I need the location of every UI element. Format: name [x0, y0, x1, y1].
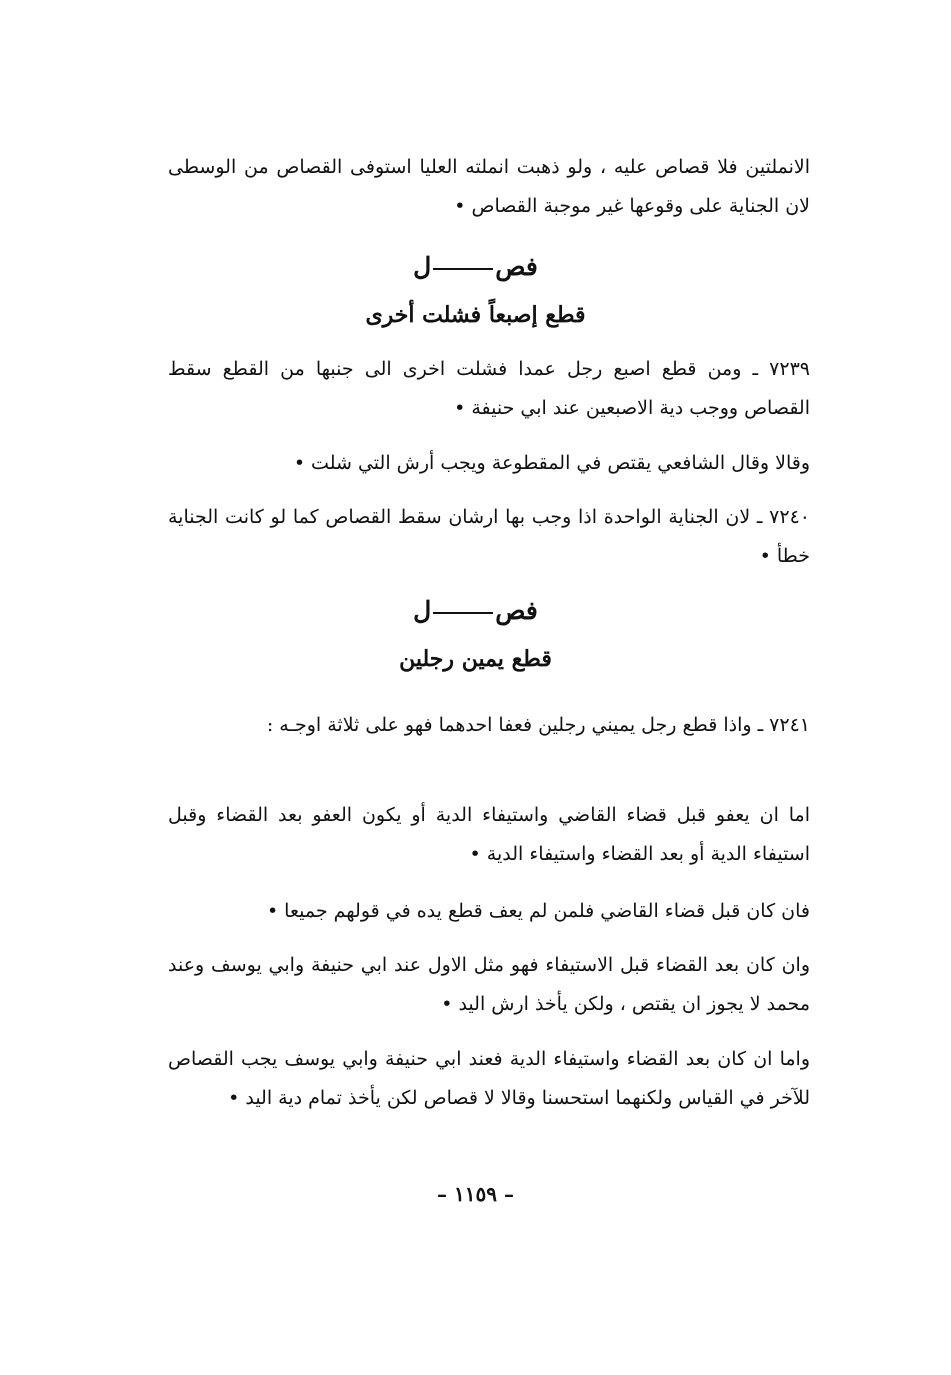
fasl-line — [433, 612, 493, 614]
paragraph-three-cases: اما ان يعفو قبل قضاء القاضي واستيفاء الدية أو يكون العفو بعد القضاء وقبل استيفاء الدية أو بعد القضاء واستيفاء الدية • — [168, 804, 810, 865]
section-title-2: قطع يمين رجلين — [399, 646, 552, 672]
paragraph-7240: ٧٢٤٠ ـ لان الجناية الواحدة اذا وجب بها ارشان سقط القصاص كما لو كانت الجناية خطأ • — [168, 506, 810, 567]
section-heading-fasl-1 — [0, 252, 951, 281]
fasl-label-start: فص — [495, 252, 538, 281]
paragraph-continuation: الانملتين فلا قصاص عليه ، ولو ذهبت انملته العليا استوفى القصاص من الوسطى لان الجناية على وقوعها غير موجبة القصاص • — [168, 156, 810, 217]
section-heading-fasl-2 — [0, 596, 951, 625]
paragraph-7239: ٧٢٣٩ ـ ومن قطع اصبع رجل عمدا فشلت اخرى الى جنبها من القطع سقط القصاص ووجب دية الاصبعين عند ابي حنيفة • — [168, 358, 810, 419]
fasl-label-start: فص — [495, 596, 538, 625]
fasl-label-end: ل — [413, 252, 432, 281]
fasl-label-end: ل — [413, 596, 432, 625]
paragraph-case-two: وان كان بعد القضاء قبل الاستيفاء فهو مثل الاول عند ابي حنيفة وابي يوسف وعند محمد لا يجوز ان يقتص ، ولكن يأخذ ارش اليد • — [168, 954, 810, 1015]
page-number: – ١١٥٩ – — [437, 1182, 514, 1206]
paragraph-7241: ٧٢٤١ ـ واذا قطع رجل يميني رجلين فعفا احدهما فهو على ثلاثة اوجـه : — [266, 714, 810, 736]
section-title-1: قطع إصبعاً فشلت أخرى — [365, 302, 586, 328]
paragraph-shafii-opinion: وقالا وقال الشافعي يقتص في المقطوعة ويجب أرش التي شلت • — [293, 452, 810, 474]
paragraph-case-three: واما ان كان بعد القضاء واستيفاء الدية فعند ابي حنيفة وابي يوسف يجب القصاص للآخر في القياس ولكنهما استحسنا وقالا لا قصاص لكن يأخذ تمام دية اليد • — [168, 1048, 810, 1109]
fasl-line — [433, 268, 493, 270]
paragraph-case-one: فان كان قبل قضاء القاضي فلمن لم يعف قطع يده في قولهم جميعا • — [266, 900, 810, 922]
